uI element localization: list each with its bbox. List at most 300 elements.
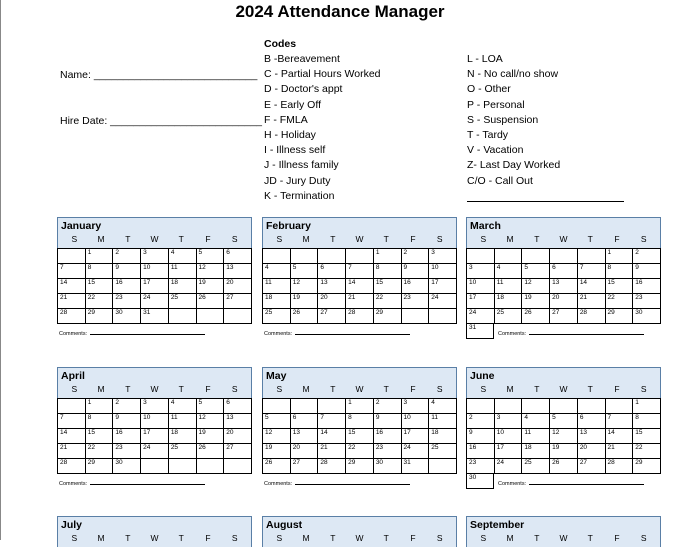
day-cell[interactable]: 30 <box>373 459 401 474</box>
day-cell[interactable]: 15 <box>85 279 113 294</box>
day-cell[interactable]: 5 <box>550 414 578 429</box>
day-cell[interactable]: 26 <box>290 309 318 324</box>
code-item: Z- Last Day Worked <box>467 159 561 172</box>
day-cell[interactable]: 20 <box>224 279 252 294</box>
day-cell[interactable]: 8 <box>605 264 633 279</box>
day-cell[interactable]: 5 <box>522 264 550 279</box>
weekday-label: S <box>231 384 238 394</box>
weekday-row <box>61 383 248 395</box>
weekday-row <box>266 233 453 245</box>
weekday-row <box>470 532 657 544</box>
day-cell[interactable]: 10 <box>141 264 169 279</box>
day-cell[interactable]: 9 <box>401 264 429 279</box>
weekday-label: S <box>436 533 443 543</box>
day-cell[interactable]: 19 <box>263 444 291 459</box>
day-cell[interactable]: 10 <box>141 414 169 429</box>
empty-day-cell <box>467 399 495 414</box>
month-calendar-may <box>262 367 457 487</box>
day-cell[interactable]: 1 <box>605 249 633 264</box>
empty-day-cell <box>346 249 374 264</box>
day-cell[interactable]: 24 <box>429 294 457 309</box>
weekday-label: W <box>355 384 364 394</box>
month-name: April <box>61 370 85 382</box>
empty-day-cell <box>263 249 291 264</box>
day-cell[interactable]: 18 <box>168 279 196 294</box>
weekday-label: T <box>178 384 184 394</box>
day-cell[interactable]: 14 <box>577 279 605 294</box>
day-cell[interactable]: 10 <box>401 414 429 429</box>
day-cell[interactable]: 19 <box>290 294 318 309</box>
day-cell[interactable]: 4 <box>429 399 457 414</box>
day-cell[interactable]: 28 <box>577 309 605 324</box>
day-cell[interactable]: 29 <box>85 309 113 324</box>
weekday-label: T <box>534 384 540 394</box>
day-cell[interactable]: 6 <box>318 264 346 279</box>
weekday-label: S <box>436 234 443 244</box>
week-row <box>263 399 457 414</box>
day-cell[interactable]: 19 <box>522 294 550 309</box>
day-cell[interactable]: 16 <box>467 444 495 459</box>
day-cell[interactable]: 25 <box>168 444 196 459</box>
week-row <box>467 294 661 309</box>
weekday-label: S <box>480 234 487 244</box>
day-cell[interactable]: 19 <box>196 429 224 444</box>
week-row <box>58 279 252 294</box>
day-cell[interactable]: 14 <box>318 429 346 444</box>
day-cell[interactable]: 16 <box>373 429 401 444</box>
day-cell[interactable]: 11 <box>429 414 457 429</box>
day-cell[interactable]: 17 <box>467 294 495 309</box>
weekday-label: M <box>97 234 105 244</box>
day-cell[interactable]: 7 <box>318 414 346 429</box>
day-cell[interactable]: 21 <box>605 444 633 459</box>
day-cell[interactable]: 11 <box>494 279 522 294</box>
page-edge <box>0 0 1 540</box>
day-cell[interactable]: 15 <box>373 279 401 294</box>
day-cell[interactable]: 6 <box>290 414 318 429</box>
day-cell[interactable]: 27 <box>224 444 252 459</box>
day-cell[interactable]: 27 <box>224 294 252 309</box>
day-cell[interactable]: 25 <box>168 294 196 309</box>
day-cell[interactable]: 16 <box>633 279 661 294</box>
day-cell[interactable]: 28 <box>58 459 86 474</box>
code-item: V - Vacation <box>467 144 524 157</box>
day-cell[interactable]: 22 <box>633 444 661 459</box>
day-cell[interactable]: 7 <box>605 414 633 429</box>
code-item: L - LOA <box>467 53 503 65</box>
day-cell[interactable]: 8 <box>346 414 374 429</box>
codes-list-right <box>467 52 560 189</box>
month-grid <box>262 398 457 474</box>
overflow-row <box>466 324 661 339</box>
comments-field[interactable] <box>262 481 457 487</box>
day-cell[interactable]: 28 <box>346 309 374 324</box>
day-cell[interactable]: 7 <box>346 264 374 279</box>
day-cell[interactable]: 3 <box>494 414 522 429</box>
day-cell[interactable]: 6 <box>577 414 605 429</box>
empty-day-cell <box>577 249 605 264</box>
day-cell[interactable]: 31 <box>141 309 169 324</box>
day-cell[interactable]: 24 <box>401 444 429 459</box>
day-cell[interactable]: 10 <box>494 429 522 444</box>
day-cell[interactable]: 28 <box>58 309 86 324</box>
day-cell[interactable]: 12 <box>263 429 291 444</box>
day-cell[interactable]: 15 <box>605 279 633 294</box>
day-cell[interactable]: 5 <box>290 264 318 279</box>
overflow-row <box>466 474 661 489</box>
day-cell[interactable]: 31 <box>466 324 494 339</box>
comments-field[interactable] <box>57 481 252 487</box>
comments-field[interactable] <box>57 331 252 337</box>
day-cell[interactable]: 22 <box>373 294 401 309</box>
day-cell[interactable]: 27 <box>577 459 605 474</box>
day-cell[interactable]: 27 <box>318 309 346 324</box>
day-cell[interactable]: 26 <box>196 294 224 309</box>
weekday-label: S <box>71 384 78 394</box>
day-cell[interactable]: 20 <box>290 444 318 459</box>
name-field[interactable]: Name: ____________________________ <box>60 69 258 81</box>
week-row <box>263 264 457 279</box>
day-cell[interactable]: 3 <box>141 399 169 414</box>
weekday-row <box>470 383 657 395</box>
day-cell[interactable]: 7 <box>58 264 86 279</box>
day-cell[interactable]: 3 <box>429 249 457 264</box>
comments-field[interactable] <box>496 331 644 337</box>
week-row <box>263 294 457 309</box>
weekday-label: F <box>410 533 416 543</box>
day-cell[interactable]: 9 <box>633 264 661 279</box>
day-cell[interactable]: 2 <box>113 399 141 414</box>
day-cell[interactable]: 5 <box>263 414 291 429</box>
day-cell[interactable]: 23 <box>633 294 661 309</box>
day-cell[interactable]: 21 <box>577 294 605 309</box>
day-cell[interactable]: 21 <box>58 294 86 309</box>
weekday-label: T <box>534 533 540 543</box>
week-row <box>58 294 252 309</box>
day-cell[interactable]: 30 <box>113 309 141 324</box>
signature-line[interactable] <box>467 201 624 202</box>
week-row <box>467 399 661 414</box>
month-calendar-september <box>466 516 661 547</box>
day-cell[interactable]: 25 <box>522 459 550 474</box>
day-cell[interactable]: 2 <box>467 414 495 429</box>
day-cell[interactable]: 22 <box>605 294 633 309</box>
day-cell[interactable]: 14 <box>605 429 633 444</box>
day-cell[interactable]: 18 <box>263 294 291 309</box>
month-calendar-june <box>466 367 661 489</box>
empty-day-cell <box>605 399 633 414</box>
month-header <box>466 217 661 248</box>
day-cell[interactable]: 4 <box>168 249 196 264</box>
day-cell[interactable]: 25 <box>494 309 522 324</box>
day-cell[interactable]: 29 <box>85 459 113 474</box>
day-cell[interactable]: 29 <box>633 459 661 474</box>
week-row <box>58 429 252 444</box>
weekday-label: S <box>480 384 487 394</box>
empty-day-cell <box>168 309 196 324</box>
day-cell[interactable]: 15 <box>346 429 374 444</box>
weekday-label: T <box>125 234 131 244</box>
day-cell[interactable]: 12 <box>290 279 318 294</box>
day-cell[interactable]: 17 <box>494 444 522 459</box>
day-cell[interactable]: 18 <box>522 444 550 459</box>
empty-day-cell <box>318 399 346 414</box>
weekday-label: T <box>383 234 389 244</box>
day-cell[interactable]: 23 <box>373 444 401 459</box>
day-cell[interactable]: 26 <box>263 459 291 474</box>
day-cell[interactable]: 27 <box>290 459 318 474</box>
day-cell[interactable]: 6 <box>224 399 252 414</box>
day-cell[interactable]: 20 <box>550 294 578 309</box>
day-cell[interactable]: 13 <box>224 414 252 429</box>
day-cell[interactable]: 3 <box>141 249 169 264</box>
day-cell[interactable]: 25 <box>429 444 457 459</box>
day-cell[interactable]: 5 <box>196 249 224 264</box>
day-cell[interactable]: 17 <box>141 429 169 444</box>
weekday-label: W <box>355 234 364 244</box>
day-cell[interactable]: 18 <box>429 429 457 444</box>
comments-field[interactable] <box>262 331 457 337</box>
day-cell[interactable]: 28 <box>318 459 346 474</box>
day-cell[interactable]: 12 <box>196 264 224 279</box>
day-cell[interactable]: 9 <box>113 264 141 279</box>
day-cell[interactable]: 11 <box>168 414 196 429</box>
day-cell[interactable]: 20 <box>224 429 252 444</box>
month-name: July <box>61 519 83 531</box>
day-cell[interactable]: 18 <box>494 294 522 309</box>
month-calendar-february <box>262 217 457 337</box>
month-header <box>262 516 457 547</box>
weekday-label: T <box>178 234 184 244</box>
day-cell[interactable]: 26 <box>196 444 224 459</box>
day-cell[interactable]: 2 <box>373 399 401 414</box>
empty-day-cell <box>401 309 429 324</box>
weekday-label: F <box>205 384 211 394</box>
week-row <box>467 279 661 294</box>
day-cell[interactable]: 27 <box>550 309 578 324</box>
week-row <box>467 444 661 459</box>
day-cell[interactable]: 29 <box>346 459 374 474</box>
weekday-label: T <box>587 384 593 394</box>
day-cell[interactable]: 13 <box>224 264 252 279</box>
code-item: S - Suspension <box>467 113 539 126</box>
day-cell[interactable]: 1 <box>85 249 113 264</box>
day-cell[interactable]: 13 <box>577 429 605 444</box>
day-cell[interactable]: 6 <box>224 249 252 264</box>
comments-label: Comments: <box>498 481 527 487</box>
weekday-label: T <box>587 533 593 543</box>
day-cell[interactable]: 28 <box>605 459 633 474</box>
day-cell[interactable]: 26 <box>522 309 550 324</box>
day-cell[interactable]: 10 <box>467 279 495 294</box>
day-cell[interactable]: 23 <box>401 294 429 309</box>
weekday-label: T <box>534 234 540 244</box>
weekday-label: M <box>97 533 105 543</box>
day-cell[interactable]: 16 <box>113 429 141 444</box>
day-cell[interactable]: 22 <box>346 444 374 459</box>
comments-line[interactable] <box>529 334 644 335</box>
comments-field[interactable] <box>496 481 644 487</box>
day-cell[interactable]: 14 <box>58 429 86 444</box>
weekday-label: S <box>640 234 647 244</box>
day-cell[interactable]: 17 <box>401 429 429 444</box>
day-cell[interactable]: 8 <box>373 264 401 279</box>
day-cell[interactable]: 4 <box>494 264 522 279</box>
day-cell[interactable]: 7 <box>58 414 86 429</box>
hire-date-field[interactable]: Hire Date: __________________________ <box>60 115 263 127</box>
day-cell[interactable]: 29 <box>605 309 633 324</box>
code-item: I - Illness self <box>264 144 326 157</box>
month-calendar-january <box>57 217 252 337</box>
comments-line[interactable] <box>90 334 205 335</box>
day-cell[interactable]: 1 <box>85 399 113 414</box>
day-cell[interactable]: 30 <box>466 474 494 489</box>
day-cell[interactable]: 24 <box>494 459 522 474</box>
day-cell[interactable]: 19 <box>550 444 578 459</box>
day-cell[interactable]: 23 <box>467 459 495 474</box>
day-cell[interactable]: 30 <box>633 309 661 324</box>
day-cell[interactable]: 11 <box>263 279 291 294</box>
code-item: C - Partial Hours Worked <box>264 68 381 81</box>
day-cell[interactable]: 18 <box>168 429 196 444</box>
day-cell[interactable]: 12 <box>522 279 550 294</box>
month-header <box>57 367 252 398</box>
day-cell[interactable]: 29 <box>373 309 401 324</box>
empty-day-cell <box>141 459 169 474</box>
day-cell[interactable]: 6 <box>550 264 578 279</box>
day-cell[interactable]: 4 <box>263 264 291 279</box>
comments-line[interactable] <box>529 484 644 485</box>
weekday-label: S <box>71 533 78 543</box>
day-cell[interactable]: 1 <box>633 399 661 414</box>
day-cell[interactable]: 9 <box>113 414 141 429</box>
day-cell[interactable]: 17 <box>141 279 169 294</box>
empty-day-cell <box>429 459 457 474</box>
code-item: F - FMLA <box>264 113 308 126</box>
code-item: J - Illness family <box>264 159 339 172</box>
empty-day-cell <box>58 399 86 414</box>
day-cell[interactable]: 13 <box>318 279 346 294</box>
weekday-label: S <box>231 533 238 543</box>
empty-day-cell <box>196 459 224 474</box>
weekday-label: W <box>150 533 159 543</box>
day-cell[interactable]: 9 <box>373 414 401 429</box>
week-row <box>467 429 661 444</box>
month-grid <box>262 248 457 324</box>
day-cell[interactable]: 16 <box>113 279 141 294</box>
comments-line[interactable] <box>295 334 410 335</box>
day-cell[interactable]: 4 <box>522 414 550 429</box>
day-cell[interactable]: 8 <box>85 414 113 429</box>
day-cell[interactable]: 4 <box>168 399 196 414</box>
day-cell[interactable]: 17 <box>429 279 457 294</box>
day-cell[interactable]: 20 <box>577 444 605 459</box>
day-cell[interactable]: 2 <box>113 249 141 264</box>
day-cell[interactable]: 30 <box>113 459 141 474</box>
comments-line[interactable] <box>295 484 410 485</box>
empty-day-cell <box>290 249 318 264</box>
weekday-label: W <box>150 384 159 394</box>
weekday-label: F <box>614 384 620 394</box>
comments-label: Comments: <box>264 481 293 487</box>
day-cell[interactable]: 25 <box>263 309 291 324</box>
day-cell[interactable]: 20 <box>318 294 346 309</box>
weekday-label: W <box>150 234 159 244</box>
code-item: JD - Jury Duty <box>264 174 331 187</box>
weekday-label: T <box>383 533 389 543</box>
day-cell[interactable]: 14 <box>58 279 86 294</box>
day-cell[interactable]: 23 <box>113 294 141 309</box>
day-cell[interactable]: 11 <box>522 429 550 444</box>
day-cell[interactable]: 8 <box>85 264 113 279</box>
day-cell[interactable]: 31 <box>401 459 429 474</box>
day-cell[interactable]: 26 <box>550 459 578 474</box>
month-header <box>262 367 457 398</box>
weekday-label: F <box>205 234 211 244</box>
month-header <box>466 367 661 398</box>
month-calendar-april <box>57 367 252 487</box>
day-cell[interactable]: 22 <box>85 444 113 459</box>
comments-line[interactable] <box>90 484 205 485</box>
day-cell[interactable]: 3 <box>467 264 495 279</box>
code-item: O - Other <box>467 83 511 96</box>
empty-day-cell <box>263 399 291 414</box>
weekday-row <box>470 233 657 245</box>
day-cell[interactable]: 15 <box>633 429 661 444</box>
day-cell[interactable]: 14 <box>346 279 374 294</box>
day-cell[interactable]: 1 <box>373 249 401 264</box>
day-cell[interactable]: 9 <box>467 429 495 444</box>
day-cell[interactable]: 1 <box>346 399 374 414</box>
day-cell[interactable]: 24 <box>141 444 169 459</box>
month-grid <box>466 398 661 474</box>
day-cell[interactable]: 7 <box>577 264 605 279</box>
day-cell[interactable]: 15 <box>85 429 113 444</box>
day-cell[interactable]: 2 <box>401 249 429 264</box>
day-cell[interactable]: 12 <box>196 414 224 429</box>
day-cell[interactable]: 8 <box>633 414 661 429</box>
day-cell[interactable]: 3 <box>401 399 429 414</box>
day-cell[interactable]: 10 <box>429 264 457 279</box>
day-cell[interactable]: 19 <box>196 279 224 294</box>
day-cell[interactable]: 16 <box>401 279 429 294</box>
week-row <box>263 429 457 444</box>
day-cell[interactable]: 21 <box>318 444 346 459</box>
month-calendar-august <box>262 516 457 547</box>
code-item: K - Termination <box>264 189 335 202</box>
day-cell[interactable]: 11 <box>168 264 196 279</box>
day-cell[interactable]: 2 <box>633 249 661 264</box>
day-cell[interactable]: 12 <box>550 429 578 444</box>
day-cell[interactable]: 13 <box>290 429 318 444</box>
weekday-label: S <box>436 384 443 394</box>
day-cell[interactable]: 24 <box>467 309 495 324</box>
week-row <box>58 264 252 279</box>
week-row <box>467 309 661 324</box>
weekday-label: F <box>614 533 620 543</box>
day-cell[interactable]: 24 <box>141 294 169 309</box>
weekday-label: S <box>276 384 283 394</box>
day-cell[interactable]: 5 <box>196 399 224 414</box>
empty-day-cell <box>522 249 550 264</box>
day-cell[interactable]: 23 <box>113 444 141 459</box>
day-cell[interactable]: 21 <box>346 294 374 309</box>
week-row <box>58 399 252 414</box>
weekday-row <box>61 532 248 544</box>
day-cell[interactable]: 13 <box>550 279 578 294</box>
day-cell[interactable]: 22 <box>85 294 113 309</box>
day-cell[interactable]: 21 <box>58 444 86 459</box>
